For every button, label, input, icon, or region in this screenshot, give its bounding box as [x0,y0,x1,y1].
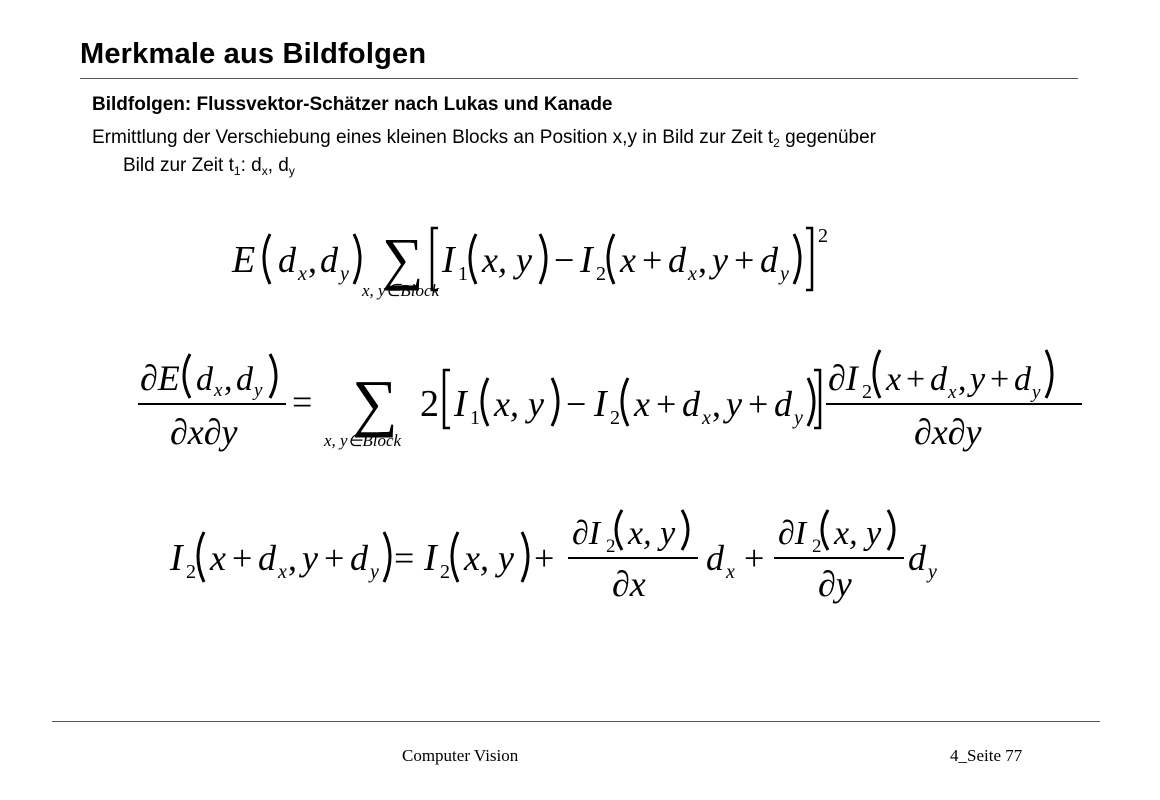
sum-subscript: x, y∈Block [362,281,440,300]
formula-term: d [774,384,792,424]
formula-subscript: 2 [610,407,620,429]
formula-term: x [620,240,636,280]
formula-term: x [210,538,226,578]
paren-open [452,532,458,582]
formula-operator: + [906,361,926,398]
formula-subscript: x [702,407,711,429]
formula-comma: , [288,538,297,578]
formula-term: x, y [628,515,676,552]
formula-taylor-expansion [168,510,948,610]
paren-close [522,532,528,582]
subscript: 1 [233,164,241,178]
formula-subscript: 2 [812,536,822,557]
formula-term: d [682,384,700,424]
formula-subscript: y [370,561,379,583]
formula-term: d [278,240,296,280]
formula-term: ∂I [572,515,601,552]
paren-open [608,234,614,284]
sum-symbol: ∑ [352,367,398,438]
formula-term: x, y [834,515,882,552]
formula-coefficient: 2 [420,383,439,425]
paren-close [540,234,546,284]
formula-term: I [424,537,437,579]
paren-close [682,510,688,550]
formula-error-function [230,212,850,304]
formula-comma: , [308,240,317,280]
paren-open [482,378,488,426]
formula-term: I [170,537,183,579]
paren-open [822,510,828,550]
paren-close [888,510,894,550]
formula-term: ∂x∂y [170,412,238,452]
formula-operator: + [734,240,755,280]
text-run: Bild zur Zeit t [123,155,234,176]
formula-operator: + [656,384,677,424]
formula-subscript: 2 [596,263,606,285]
formula-subscript: y [254,380,263,401]
paren-open [264,234,270,284]
description-line-1 [92,124,1082,152]
formula-term: d [350,538,368,578]
formula-term: x, y [494,384,544,424]
formula-term: d [196,361,213,398]
text-run: Ermittlung der Verschiebung eines kleinen Blocks an Position x,y in Bild zur Zeit t [92,127,774,148]
formula-term: I [594,383,607,425]
paren-close [384,532,390,582]
formula-subscript: x [688,263,697,285]
paren-open [198,532,204,582]
formula-subscript: y [794,407,803,429]
formula-exponent: 2 [818,225,828,247]
formula-operator: + [642,240,663,280]
formula-term: d [930,361,947,398]
footer-divider [52,721,1100,722]
formula-subscript: 1 [458,263,468,285]
formula-subscript: y [1032,382,1041,403]
formula-term: y [302,538,318,578]
formula-term: x, y [464,538,514,578]
formula-subscript: 2 [186,561,196,583]
formula-operator: + [748,384,769,424]
paren-open [616,510,622,550]
formula-term: d [668,240,686,280]
formula-equals: = [292,382,313,422]
paren-close [808,378,814,426]
formula-term: d [706,538,724,578]
formula-term: ∂I [828,358,858,398]
title-divider [80,78,1078,79]
formula-term: d [908,538,926,578]
paren-close [270,354,276,398]
paren-open [184,354,190,398]
formula-term: d [236,361,253,398]
formula-term: I [454,383,467,425]
paren-close [552,378,558,426]
sum-subscript: x, y∈Block [324,431,402,450]
formula-comma: , [958,361,967,398]
formula-subscript: x [948,382,957,403]
formula-operator: + [990,361,1010,398]
formula-term: d [1014,361,1031,398]
paren-close [794,234,800,284]
text-run: : d [240,155,262,176]
formula-subscript: y [340,263,349,285]
formula-term: y [726,384,742,424]
formula-equals: = [394,538,415,578]
formula-operator: − [566,384,587,424]
formula-term: ∂y [818,564,852,604]
formula-term: y [970,361,986,398]
formula-subscript: x [278,561,287,583]
formula-comma: , [712,384,721,424]
formula-operator: + [232,538,253,578]
bracket-open [444,370,450,428]
paren-close [1046,350,1052,398]
text-run: gegenüber [779,127,877,148]
formula-term: d [258,538,276,578]
sum-symbol: ∑ [382,226,424,291]
paren-close [354,234,360,284]
paren-open [874,350,880,398]
formula-term: I [580,239,593,281]
formula-term: y [712,240,728,280]
formula-term: x [634,384,650,424]
paren-open [622,378,628,426]
formula-term: d [760,240,778,280]
formula-derivative [138,340,1088,460]
formula-operator: − [554,240,575,280]
formula-term: d [320,240,338,280]
paren-open [470,234,476,284]
section-heading: Bildfolgen: Flussvektor-Schätzer nach Lukas und Kanade [92,94,613,115]
formula-subscript: y [780,263,789,285]
subscript: 2 [773,136,780,150]
formula-subscript: 1 [470,407,480,429]
formula-term: x, y [482,240,532,280]
formula-subscript: 2 [440,561,450,583]
formula-term: I [442,239,455,281]
formula-operator: + [534,538,555,578]
formula-comma: , [698,240,707,280]
footer-course-name: Computer Vision [402,746,519,765]
formula-operator: + [744,538,765,578]
formula-term: ∂I [778,515,807,552]
subscript: x [261,164,268,178]
formula-subscript: x [298,263,307,285]
bracket-close [806,228,812,290]
formula-subscript: 2 [606,536,616,557]
formula-comma: , [224,361,233,398]
description-line-2 [92,152,1082,180]
formula-operator: + [324,538,345,578]
formula-term: x [886,361,902,398]
formula-subscript: 2 [862,381,872,403]
footer-page-number: 4_Seite 77 [950,746,1023,765]
page-title: Merkmale aus Bildfolgen [80,38,427,70]
formula-symbol-E: E [232,239,256,281]
formula-subscript: y [928,561,937,583]
formula-term: ∂E [140,358,180,398]
description-paragraph [92,124,1082,180]
subscript: y [288,164,295,178]
formula-subscript: x [726,561,735,583]
formula-term: ∂x [612,564,646,604]
formula-term: ∂x∂y [914,412,982,452]
formula-subscript: x [214,380,223,401]
text-run: , d [267,155,289,176]
